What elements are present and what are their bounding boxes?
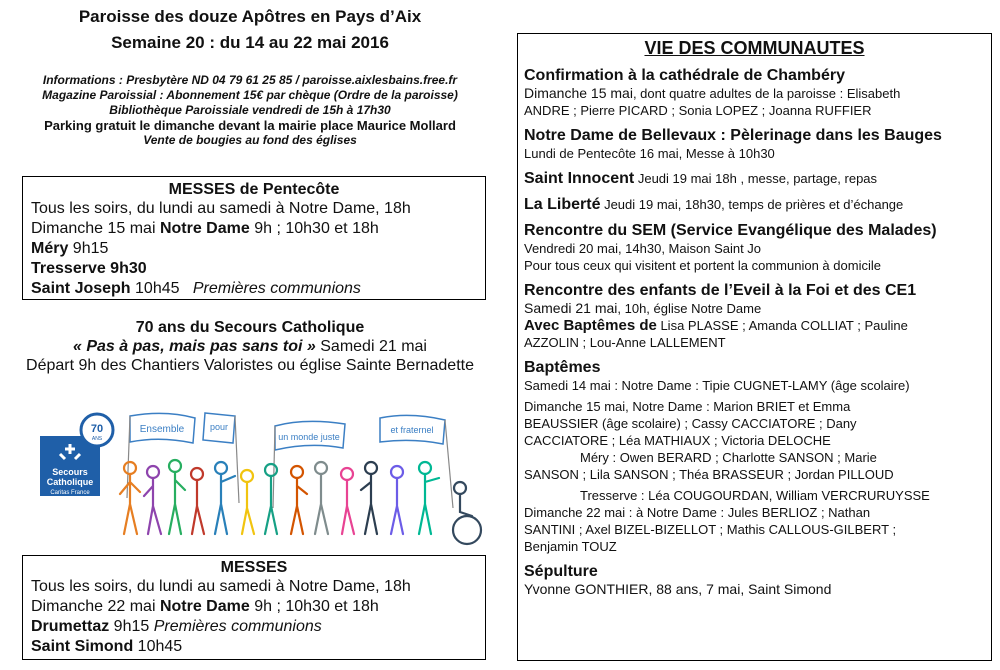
- text: 10h45: [133, 638, 183, 655]
- text: Dimanche 22 mai: [31, 598, 160, 615]
- communities-box: [517, 33, 992, 661]
- text: Samedi 21 mai: [524, 300, 618, 316]
- secours-departure: Départ 9h des Chantiers Valoristes ou église Sainte Bernadette: [26, 357, 474, 374]
- section-title: Rencontre du SEM (Service Evangélique des Malades): [524, 222, 937, 239]
- banner-fraternel: [380, 415, 453, 508]
- section-liberte: [524, 195, 985, 214]
- banner-text: Ensemble: [139, 424, 185, 435]
- banner-text: et fraternel: [390, 425, 434, 435]
- badge-sub: ANS: [91, 436, 103, 442]
- masses-pentecost-line: Tous les soirs, du lundi au samedi à Notre Dame, 18h: [31, 200, 411, 217]
- section-text: Vendredi 20 mai, 14h30, Maison Saint Jo: [524, 241, 762, 256]
- section-title: Sépulture: [524, 563, 598, 580]
- masses-box: [22, 555, 486, 660]
- text: Notre Dame: [159, 598, 250, 615]
- section-sepulture: [524, 562, 985, 598]
- text: Méry: [31, 240, 69, 257]
- section-text: SANTINI ; Axel BIZEL-BIZELLOT ; Mathis CALLOUS-GILBERT ;: [524, 522, 897, 537]
- text: 9h15: [109, 618, 154, 635]
- section-bellevaux: [524, 126, 985, 162]
- masses-pentecost-line: [31, 219, 477, 239]
- secours-illustration: [35, 408, 490, 553]
- text: 9h ; 10h30 et 18h: [249, 220, 379, 237]
- text: , 10h, église Notre Dame: [617, 301, 762, 316]
- secours-block: [0, 318, 500, 375]
- text: 10h45: [130, 280, 180, 297]
- section-title: Confirmation à la cathédrale de Chambéry: [524, 67, 845, 84]
- communities-title: VIE DES COMMUNAUTES: [644, 38, 865, 58]
- banner-monde: [273, 421, 345, 508]
- anniversary-badge: [81, 414, 113, 446]
- section-text: SANSON ; Lila SANSON ; Théa BRASSEUR ; Jordan PILLOUD: [524, 467, 894, 482]
- secours-title: 70 ans du Secours Catholique: [135, 319, 365, 336]
- banner-ensemble: [127, 413, 195, 498]
- secours-slogan: « Pas à pas, mais pas sans toi »: [73, 338, 316, 355]
- info-line-library: Bibliothèque Paroissiale vendredi de 15h à 17h30: [109, 103, 391, 117]
- banner-text: un monde juste: [278, 432, 340, 442]
- secours-date: Samedi 21 mai: [315, 338, 427, 355]
- section-title: La Liberté: [524, 196, 601, 213]
- section-baptemes: [524, 358, 985, 555]
- text: Drumettaz: [31, 618, 110, 635]
- section-text: Méry : Owen BERARD ; Charlotte SANSON ; Marie: [580, 450, 877, 465]
- masses-line: Tous les soirs, du lundi au samedi à Notre Dame, 18h: [31, 578, 411, 595]
- badge-number: 70: [90, 423, 104, 435]
- text: 9h15: [68, 240, 109, 257]
- section-text: [524, 317, 985, 334]
- section-title: Baptêmes: [524, 359, 601, 376]
- section-text: BEAUSSIER (âge scolaire) ; Cassy CACCIATORE ; Dany: [524, 416, 857, 431]
- section-text: Yvonne GONTHIER, 88 ans, 7 mai, Saint Simond: [524, 581, 832, 597]
- text: Premières communions: [192, 280, 361, 297]
- section-text: Samedi 14 mai : Notre Dame : Tipie CUGNET-LAMY (âge scolaire): [524, 378, 910, 393]
- info-line-candles: Vente de bougies au fond des églises: [143, 133, 357, 147]
- section-text: Jeudi 19 mai, 18h30, temps de prières et d’échange: [600, 197, 904, 212]
- masses-pentecost-title: MESSES de Pentecôte: [168, 181, 340, 198]
- text: Notre Dame: [159, 220, 250, 237]
- text: Saint Simond: [31, 638, 134, 655]
- banner-text: pour: [209, 422, 229, 432]
- week-title: Semaine 20 : du 14 au 22 mai 2016: [111, 33, 389, 52]
- info-line-parking: Parking gratuit le dimanche devant la mairie place Maurice Mollard: [44, 118, 456, 133]
- section-text: Jeudi 19 mai 18h , messe, partage, repas: [634, 171, 878, 186]
- section-text: Tresserve : Léa COUGOURDAN, William VERCRURUYSSE: [580, 488, 930, 503]
- section-title: Notre Dame de Bellevaux : Pèlerinage dans les Bauges: [524, 127, 942, 144]
- parish-title: Paroisse des douze Apôtres en Pays d’Aix: [78, 7, 422, 26]
- section-text: Lundi de Pentecôte 16 mai, Messe à 10h30: [524, 146, 775, 161]
- masses-pentecost-line: [31, 279, 477, 299]
- section-text: AZZOLIN ; Lou-Anne LALLEMENT: [524, 335, 726, 350]
- text: Premières communions: [153, 618, 322, 635]
- section-text: Dimanche 22 mai : à Notre Dame : Jules BERLIOZ ; Nathan: [524, 505, 871, 520]
- section-title: Rencontre des enfants de l’Eveil à la Foi et des CE1: [524, 282, 917, 299]
- logo-text: Secours: [52, 467, 88, 477]
- info-line-magazine: Magazine Paroissial : Abonnement 15€ par chèque (Ordre de la paroisse): [42, 88, 458, 102]
- crowd: [120, 460, 481, 544]
- section-eveil: [524, 281, 985, 351]
- section-text: Pour tous ceux qui visitent et portent la communion à domicile: [524, 258, 881, 273]
- masses-pentecost-box: [22, 176, 486, 300]
- masses-title: MESSES: [220, 559, 288, 576]
- section-confirmation: [524, 66, 985, 119]
- text: Dimanche 15 mai: [524, 85, 633, 101]
- masses-line: [31, 637, 477, 657]
- masses-line: [31, 597, 477, 617]
- logo-text: Caritas France: [50, 490, 90, 496]
- section-sem: [524, 221, 985, 274]
- masses-pentecost-line: [31, 239, 477, 259]
- text: , dont quatre adultes de la paroisse : Elisabeth: [632, 86, 901, 101]
- section-text: [524, 300, 985, 317]
- info-line-presbytery: Informations : Presbytère ND 04 79 61 25 85 / paroisse.aixlesbains.free.fr: [42, 73, 458, 87]
- section-innocent: [524, 169, 985, 188]
- section-text: Benjamin TOUZ: [524, 539, 617, 554]
- section-text: Dimanche 15 mai, Notre Dame : Marion BRIET et Emma: [524, 399, 851, 414]
- logo-text: Catholique: [46, 477, 94, 487]
- secours-slogan-line: [0, 337, 500, 356]
- section-text: ANDRE ; Pierre PICARD ; Sonia LOPEZ ; Joanna RUFFIER: [524, 103, 872, 118]
- marching-crowd-illustration: [35, 408, 490, 553]
- masses-line: [31, 617, 477, 637]
- section-title: Saint Innocent: [524, 170, 635, 187]
- section-text: [524, 85, 985, 102]
- section-text: CACCIATORE ; Léa MATHIAUX ; Victoria DELOCHE: [524, 433, 831, 448]
- text: Lisa PLASSE ; Amanda COLLIAT ; Pauline: [656, 318, 908, 333]
- masses-pentecost-line: Tresserve 9h30: [31, 260, 147, 277]
- text: Dimanche 15 mai: [31, 220, 160, 237]
- text: Avec Baptêmes de: [524, 317, 657, 334]
- info-block: [0, 73, 500, 148]
- text: Saint Joseph: [31, 280, 131, 297]
- text: 9h ; 10h30 et 18h: [249, 598, 379, 615]
